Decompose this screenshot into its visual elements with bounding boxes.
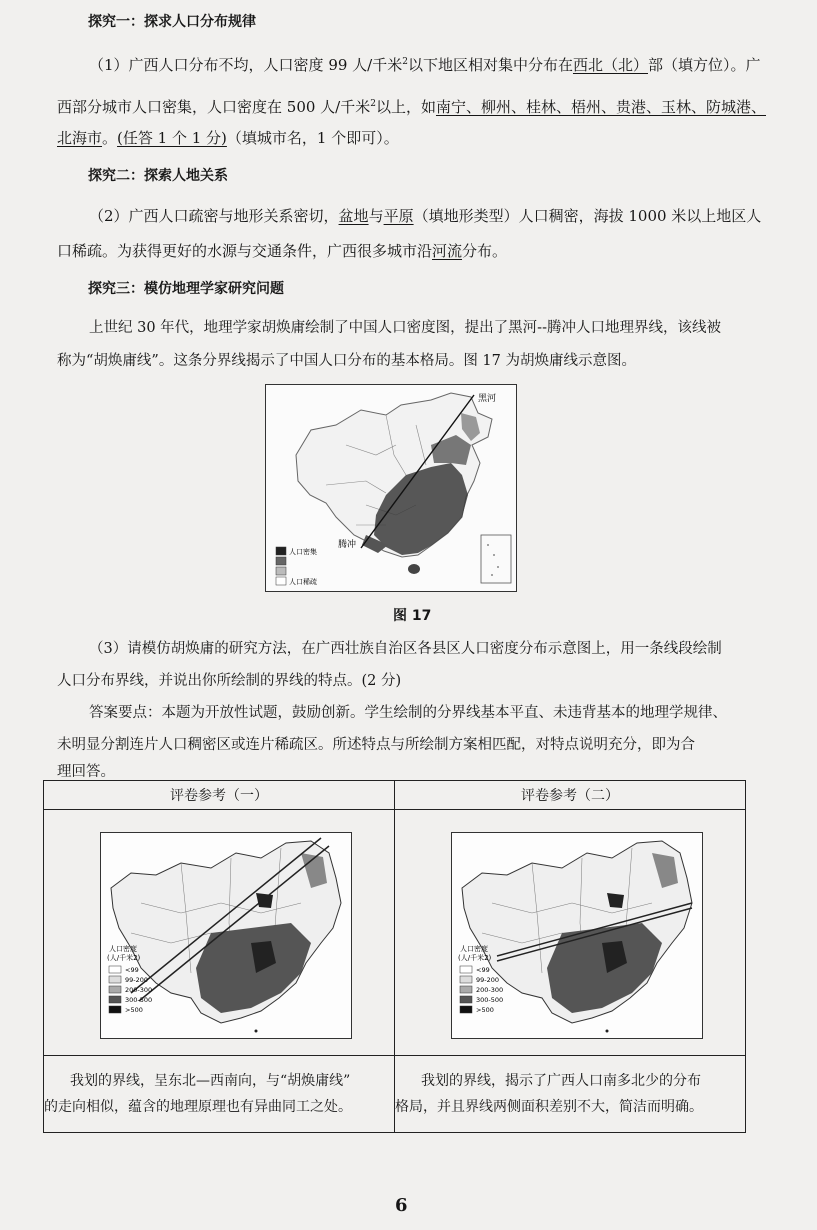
answer-key-line3: 理回答。 xyxy=(57,764,115,780)
svg-text:99-200: 99-200 xyxy=(476,976,500,984)
ref2-explanation: 我划的界线，揭示了广西人口南多北少的分布 格局，并且界线两侧面积差别不大，简洁而明确。 xyxy=(395,1056,746,1133)
svg-text:>500: >500 xyxy=(125,1006,143,1014)
explore3-para1: 上世纪 30 年代，地理学家胡焕庸绘制了中国人口密度图，提出了黑河--腾冲人口地理界线，该线被 xyxy=(89,320,721,336)
q3-line1: （3）请模仿胡焕庸的研究方法，在广西壮族自治区各县区人口密度分布示意图上，用一条线段绘制 xyxy=(89,641,722,657)
answer-scoring: (任答 1 个 1 分) xyxy=(117,129,227,147)
svg-text:300-500: 300-500 xyxy=(476,996,504,1004)
svg-text:200-300: 200-300 xyxy=(476,986,504,994)
south-sea-inset xyxy=(481,535,511,583)
guangxi-map-ref2 xyxy=(451,832,703,1039)
explore2-title: 探究二：探索人地关系 xyxy=(88,168,228,184)
q1-line1: （1）广西人口分布不均，人口密度 99 人/千米$^2$以下地区相对集中分布在西北（北）部（填方位）。广 xyxy=(89,56,761,74)
svg-text:(人/千米2): (人/千米2) xyxy=(458,954,492,962)
label-heihe: 黑河 xyxy=(478,394,497,404)
explore3-para2: 称为“胡焕庸线”。这条分界线揭示了中国人口分布的基本格局。图 17 为胡焕庸线示意图。 xyxy=(57,353,636,369)
page-number: 6 xyxy=(395,1195,408,1216)
svg-text:>500: >500 xyxy=(476,1006,494,1014)
guangxi-map-ref1 xyxy=(100,832,352,1039)
svg-text:<99: <99 xyxy=(476,966,490,974)
legend-unit: (人/千米2) xyxy=(107,954,141,962)
figure17-china-map xyxy=(265,384,517,592)
explore1-title: 探究一：探求人口分布规律 xyxy=(88,14,256,30)
answer-key-line2: 未明显分割连片人口稠密区或连片稀疏区。所述特点与所绘制方案相匹配，对特点说明充分，即为合 xyxy=(57,737,695,753)
answer-direction: 西北（北） xyxy=(572,56,648,74)
ref1-header: 评卷参考（一） xyxy=(44,781,395,810)
china-population-map xyxy=(266,385,516,591)
svg-text:200-300: 200-300 xyxy=(125,986,153,994)
q2-line2: 口稀疏。为获得更好的水源与交通条件，广西很多城市沿河流分布。 xyxy=(57,242,508,260)
legend-sparse: 人口稀疏 xyxy=(289,578,317,586)
svg-text:300-500: 300-500 xyxy=(125,996,153,1004)
svg-text:<99: <99 xyxy=(125,966,139,974)
answer-cities: 南宁、柳州、桂林、梧州、贵港、玉林、防城港、 xyxy=(435,98,766,116)
ref2-map-cell xyxy=(395,810,746,1056)
legend-dense: 人口密集 xyxy=(289,548,317,556)
ref1-map-cell xyxy=(44,810,395,1056)
figure17-caption: 图 17 xyxy=(393,608,432,624)
q3-line2: 人口分布界线，并说出你所绘制的界线的特点。(2 分) xyxy=(57,673,402,689)
q1-line2: 西部分城市人口密集，人口密度在 500 人/千米$^2$以上，如南宁、柳州、桂林、梧州、贵港、玉林、防城港、 xyxy=(57,98,766,116)
label-tengchong: 腾冲 xyxy=(338,540,357,550)
explore3-title: 探究三：模仿地理学家研究问题 xyxy=(88,281,284,297)
svg-text:99-200: 99-200 xyxy=(125,976,149,984)
legend-title: 人口密度 xyxy=(109,945,137,953)
q2-line1: （2）广西人口疏密与地形关系密切，盆地与平原（填地形类型）人口稠密，海拔 1000 米以上地区人 xyxy=(89,207,762,225)
q1-line3: 北海市。(任答 1 个 1 分)（填城市名，1 个即可）。 xyxy=(57,129,399,147)
ref2-header: 评卷参考（二） xyxy=(395,781,746,810)
answer-key-line1: 答案要点：本题为开放性试题，鼓励创新。学生绘制的分界线基本平直、未违背基本的地理学规律、 xyxy=(89,705,727,721)
ref1-explanation: 我划的界线，呈东北—西南向，与“胡焕庸线” 的走向相似，蕴含的地理原理也有异曲同工之处。 xyxy=(44,1056,395,1133)
svg-text:人口密度: 人口密度 xyxy=(460,945,488,953)
grading-reference-table xyxy=(43,780,746,1133)
